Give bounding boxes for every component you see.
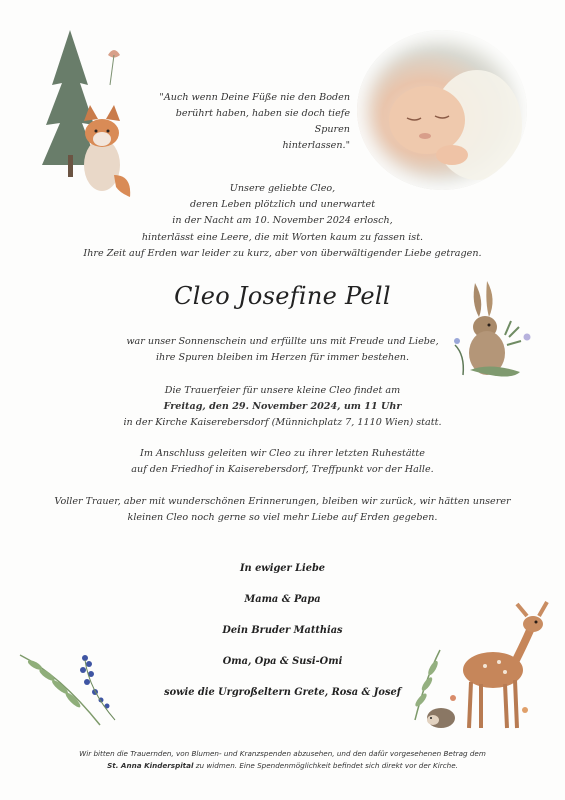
closing-line: Voller Trauer, aber mit wunderschönen Erinnerungen, bleiben wir zurück, wir hätten unserer [54,496,511,507]
signer-line: In ewiger Liebe [239,563,326,574]
donation-organization: St. Anna Kinderspital [107,761,194,770]
fern-berries-illustration [15,640,125,730]
ceremony-line: Die Trauerfeier für unsere kleine Cleo findet am [164,385,401,396]
intro-line: Unsere geliebte Cleo, [229,183,336,194]
burial-line: Im Anschluss geleiten wir Cleo zu ihrer letzten Ruhestätte [140,448,425,459]
tribute-line: war unser Sonnenschein und erfüllte uns mit Freude und Liebe, [126,336,439,347]
burial-text [0,446,565,478]
quote-line: "Auch wenn Deine Füße nie den Boden [159,92,350,103]
ceremony-text [0,383,565,432]
burial-line: auf den Friedhof in Kaiserebersdorf, Treffpunkt vor der Halle. [131,464,434,476]
signer-line: sowie die Urgroßeltern Grete, Rosa & Josef [164,687,401,698]
intro-text [0,181,565,262]
baby-photo [357,30,527,190]
deceased-name: Cleo Josefine Pell [174,282,391,310]
donation-line-2-rest: zu widmen. Eine Spendenmöglichkeit befindet sich direkt vor der Kirche. [193,761,458,770]
intro-line: Ihre Zeit auf Erden war leider zu kurz, aber von überwältigender Liebe getragen. [83,247,482,259]
signer-line: Dein Bruder Matthias [222,625,343,636]
quote-line: berührt haben, haben sie doch tiefe Spuren [175,108,350,135]
ceremony-place: in der Kirche Kaiserebersdorf (Münnichplatz 7, 1110 Wien) statt. [123,417,442,429]
ceremony-date: Freitag, den 29. November 2024, um 11 Uhr [163,401,402,413]
intro-line: in der Nacht am 10. November 2024 erlosch, [172,215,393,227]
hare-illustration [445,275,540,385]
quote-line: hinterlassen." [282,140,350,151]
closing-line: kleinen Cleo noch gerne so viel mehr Liebe auf Erden gegeben. [127,512,438,524]
intro-line: deren Leben plötzlich und unerwartet [189,199,376,211]
donation-notice [0,748,565,772]
donation-line-2 [0,760,565,772]
closing-text [0,494,565,526]
donation-line-1: Wir bitten die Trauernden, von Blumen- und Kranzspenden abzusehen, und den dafür vorgesehenen Betrag dem [79,749,486,758]
signer-line: Mama & Papa [244,594,321,605]
signer-line: Oma, Opa & Susi-Omi [222,656,343,667]
tribute-text [0,334,565,366]
fox-tree-illustration [40,25,135,205]
deer-hedgehog-illustration [405,600,555,740]
intro-line: hinterlässt eine Leere, die mit Worten kaum zu fassen ist. [141,231,424,243]
tribute-line: ihre Spuren bleiben im Herzen für immer bestehen. [155,352,410,364]
memorial-quote [140,90,350,154]
